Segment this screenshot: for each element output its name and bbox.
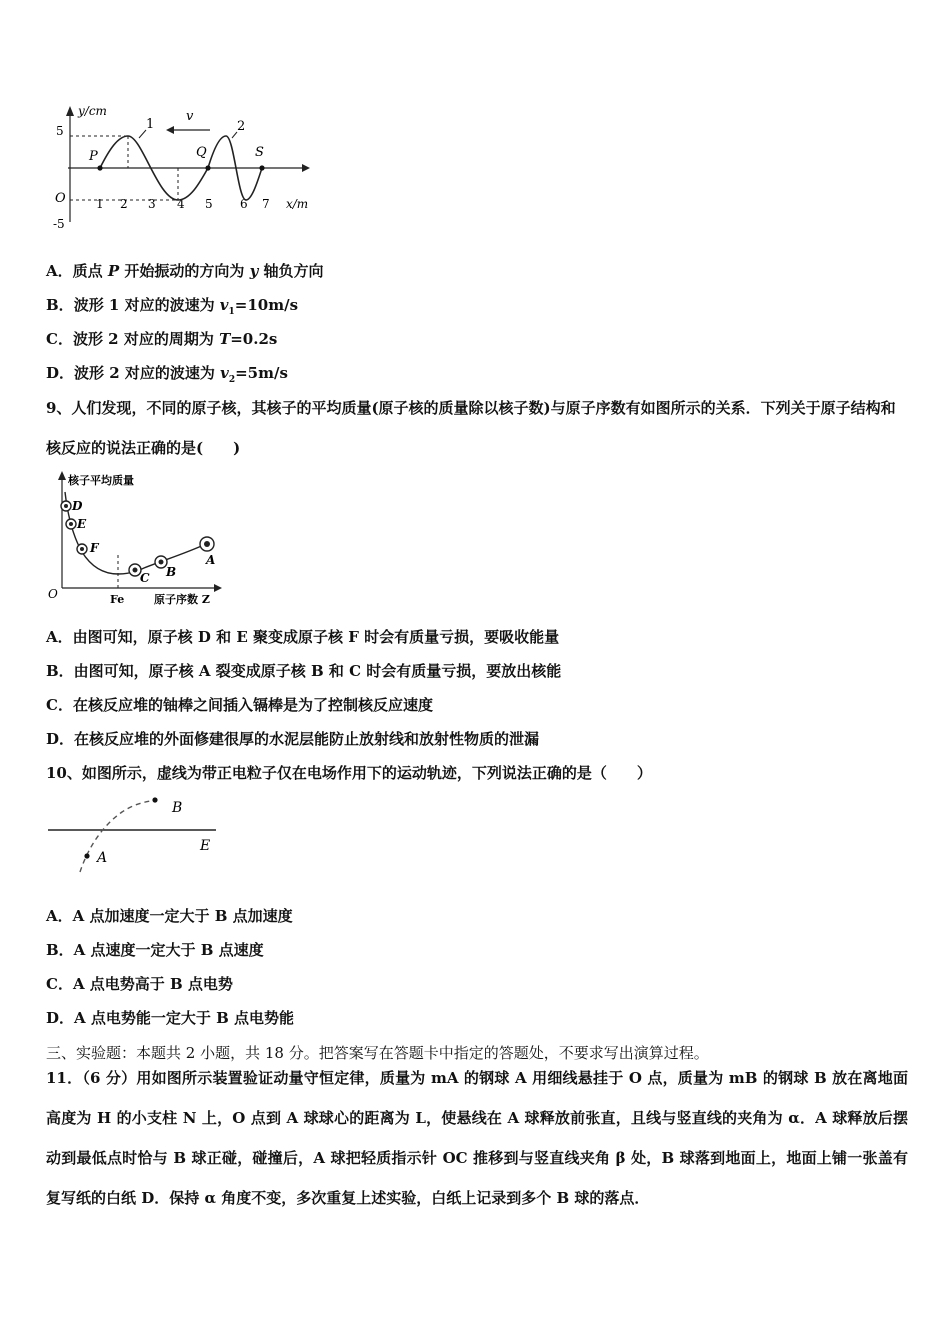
velocity-label: v <box>186 109 194 124</box>
q10-option-b: B．A 点速度一定大于 B 点速度 <box>46 941 264 959</box>
origin-label: O <box>48 587 58 601</box>
y-tick-top: 5 <box>56 124 64 138</box>
origin-label: O <box>55 191 66 206</box>
nucleus-d <box>61 501 71 511</box>
option-var: T <box>219 330 231 348</box>
x-tick: 7 <box>262 197 270 211</box>
label-e: E <box>77 517 87 531</box>
option-letter: A． <box>46 262 73 280</box>
point-a <box>84 853 89 858</box>
option-var: y <box>249 262 259 280</box>
option-var: P <box>107 262 120 280</box>
label-d: D <box>72 499 83 513</box>
wave-1-leader <box>139 130 146 138</box>
x-tick: 4 <box>177 197 185 211</box>
label-s: S <box>255 145 264 160</box>
point-s <box>259 165 264 170</box>
q8-option-a <box>46 261 324 281</box>
y-axis-label: 核子平均质量 <box>68 474 134 487</box>
trajectory-curve <box>80 800 156 872</box>
nucleus-a <box>200 537 214 551</box>
x-tick: 1 <box>96 197 104 211</box>
q10-option-a: A．A 点加速度一定大于 B 点加速度 <box>46 907 293 925</box>
binding-mass-figure <box>44 468 234 610</box>
q9-option-d: D．在核反应堆的外面修建很厚的水泥层能防止放射线和放射性物质的泄漏 <box>46 730 540 748</box>
q10-stem: 10、如图所示，虚线为带正电粒子仅在电场作用下的运动轨迹，下列说法正确的是（ ） <box>46 764 652 782</box>
option-text: =5m/s <box>235 364 288 382</box>
option-text: 质点 <box>72 262 108 280</box>
option-text: =10m/s <box>234 296 299 314</box>
y-axis-label: y/cm <box>78 104 107 118</box>
option-text: =0.2s <box>230 330 278 348</box>
wave-2-label: 2 <box>237 119 246 134</box>
q8-option-d <box>46 363 288 390</box>
option-sub: 1 <box>228 307 235 317</box>
q10-option-c: C．A 点电势高于 B 点电势 <box>46 975 233 993</box>
wave-figure <box>46 100 326 235</box>
q9-option-c: C．在核反应堆的铀棒之间插入镉棒是为了控制核反应速度 <box>46 696 433 714</box>
label-p: P <box>89 149 98 164</box>
point-q <box>205 165 210 170</box>
q10-option-d: D．A 点电势能一定大于 B 点电势能 <box>46 1009 294 1027</box>
label-c: C <box>140 571 150 585</box>
label-b: B <box>166 565 177 579</box>
option-var: v <box>220 364 229 382</box>
x-axis-label: x/m <box>286 197 309 211</box>
y-axis-arrow <box>58 471 66 480</box>
x-tick: 2 <box>120 197 128 211</box>
q9-option-b: B．由图可知，原子核 A 裂变成原子核 B 和 C 时会有质量亏损，要放出核能 <box>46 662 562 680</box>
label-e: E <box>200 838 211 854</box>
nucleus-f <box>77 544 87 554</box>
x-tick: 5 <box>205 197 213 211</box>
nucleus-e <box>66 519 76 529</box>
option-var: v <box>219 296 229 314</box>
label-q: Q <box>196 145 207 160</box>
velocity-arrow-head <box>166 126 174 134</box>
x-tick: 3 <box>148 197 156 211</box>
label-f: F <box>90 541 99 555</box>
y-tick-bottom: -5 <box>53 217 65 231</box>
q11-stem: 11．（6 分）用如图所示装置验证动量守恒定律，质量为 mA 的钢球 A 用细线悬挂于 O 点，质量为 mB 的钢球 B 放在离地面高度为 H 的小支柱 N 上，O 点到 A 球球心的距离为 L，使悬线在 A 球释放前张直，且线与竖直线的夹角为 α．A 球释放后摆动到最低点时恰与 B 球正碰，碰撞后，A 球把轻质指示针 OC 推移到与竖直线夹角 β 处，B 球落到地面上，地面上铺一张盖有复写纸的白纸 D．保持 α 角度不变，多次重复上述实验，白纸上记录到多个 B 球的落点． <box>46 1069 908 1207</box>
option-text: 波形 2 对应的周期为 <box>72 330 220 348</box>
mass-curve <box>65 492 206 574</box>
q8-option-c <box>46 329 277 349</box>
option-text: 开始振动的方向为 <box>119 262 250 280</box>
option-text: 轴负方向 <box>258 262 324 280</box>
q9-option-a: A．由图可知，原子核 D 和 E 聚变成原子核 F 时会有质量亏损，要吸收能量 <box>46 628 560 646</box>
point-p <box>97 165 102 170</box>
option-text: 波形 2 对应的波速为 <box>74 364 221 382</box>
q8-option-b <box>46 295 298 322</box>
q9-stem: 9、人们发现，不同的原子核，其核子的平均质量(原子核的质量除以核子数)与原子序数有如图所示的关系．下列关于原子结构和核反应的说法正确的是( ) <box>46 399 896 457</box>
point-b <box>152 797 157 802</box>
y-axis-arrow <box>66 106 74 116</box>
option-sub: 2 <box>228 375 236 385</box>
option-letter: D． <box>46 364 75 382</box>
option-letter: C． <box>46 330 73 348</box>
x-axis-label: 原子序数 Z <box>154 593 210 606</box>
section-3-heading: 三、实验题：本题共 2 小题，共 18 分。把答案写在答题卡中指定的答题处，不要求写出演算过程。 <box>46 1044 709 1062</box>
x-tick: 6 <box>240 197 248 211</box>
x-axis-arrow <box>214 584 222 592</box>
fe-label: Fe <box>110 593 125 606</box>
label-b: B <box>172 800 183 816</box>
option-text: 波形 1 对应的波速为 <box>73 296 220 314</box>
trajectory-figure <box>44 792 224 878</box>
wave-1-label: 1 <box>146 117 155 132</box>
x-axis-arrow <box>302 164 310 172</box>
label-a: A <box>206 553 216 567</box>
option-letter: B． <box>46 296 74 314</box>
label-a: A <box>97 850 108 866</box>
